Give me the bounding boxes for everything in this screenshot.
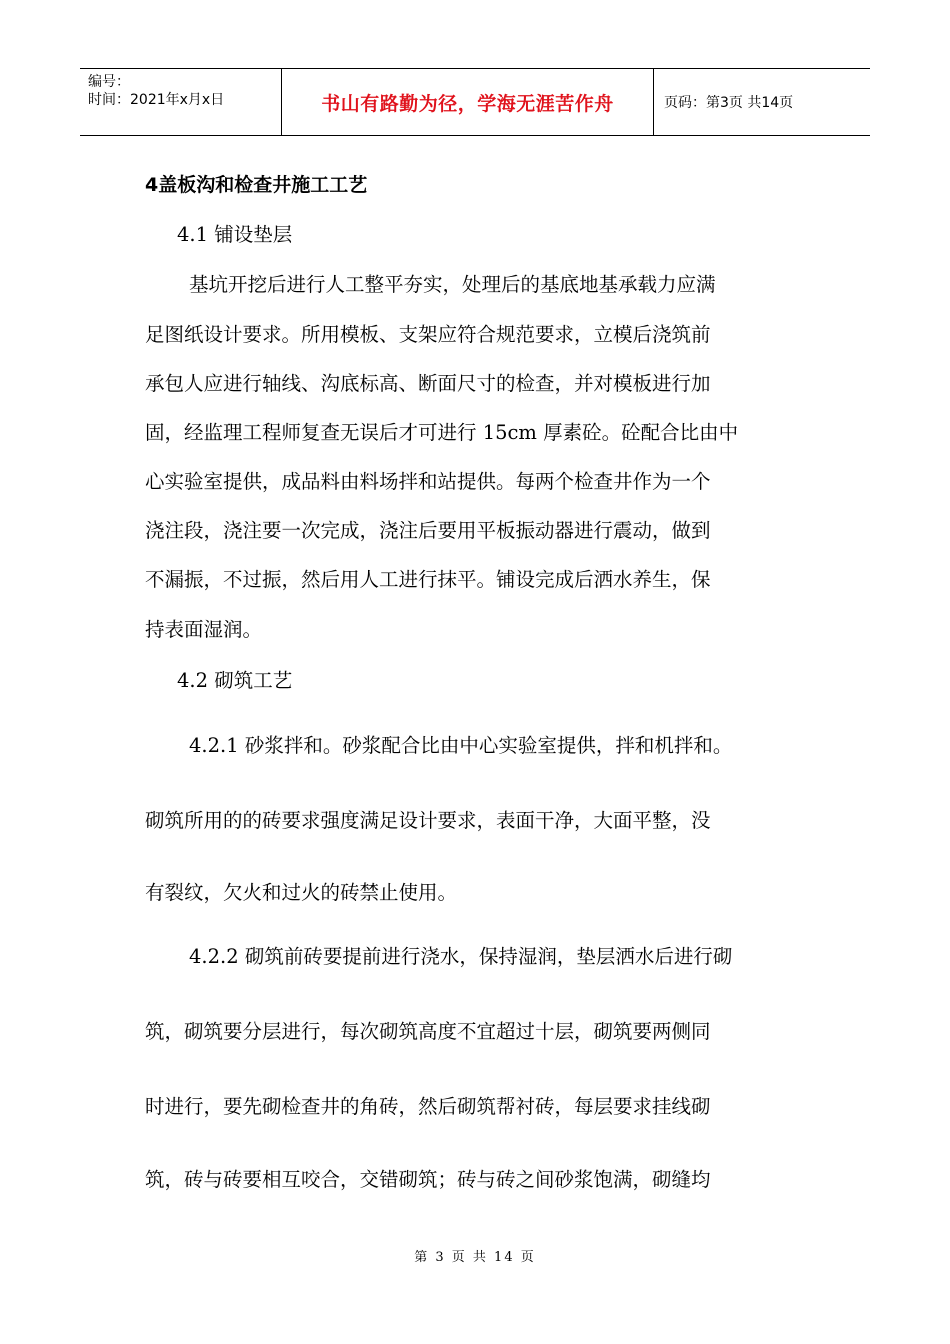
paragraph-line: 筑，砖与砖要相互咬合，交错砌筑；砖与砖之间砂浆饱满，砌缝均	[145, 1168, 711, 1191]
motto-text: 书山有路勤为径，学海无涯苦作舟	[321, 92, 614, 115]
paragraph-line: 4.2.2 砌筑前砖要提前进行浇水，保持湿润，垫层洒水后进行砌	[189, 945, 733, 968]
header-motto-cell	[282, 69, 654, 135]
paragraph-line: 浇注段，浇注要一次完成，浇注后要用平板振动器进行震动，做到	[145, 519, 711, 542]
number-label: 编号：	[88, 74, 130, 90]
paragraph-line: 心实验室提供，成品料由料场拌和站提供。每两个检查井作为一个	[145, 470, 711, 493]
subsection-heading: 4.1 铺设垫层	[177, 223, 293, 246]
section-heading: 4盖板沟和检查井施工工艺	[145, 174, 368, 196]
paragraph-line: 固，经监理工程师复查无误后才可进行 15cm 厚素砼。砼配合比由中	[145, 421, 739, 444]
paragraph-line: 时进行，要先砌检查井的角砖，然后砌筑帮衬砖，每层要求挂线砌	[145, 1095, 711, 1118]
paragraph-line: 不漏振，不过振，然后用人工进行抹平。铺设完成后洒水养生，保	[145, 568, 711, 591]
page-footer: 第 3 页 共 14 页	[414, 1250, 536, 1265]
paragraph-line: 承包人应进行轴线、沟底标高、断面尺寸的检查，并对模板进行加	[145, 372, 711, 395]
time-label: 时间：2021年x月x日	[88, 92, 225, 108]
header-info-cell	[80, 69, 282, 135]
subsection-heading: 4.2 砌筑工艺	[177, 669, 293, 692]
paragraph-line: 砌筑所用的的砖要求强度满足设计要求，表面干净，大面平整，没	[145, 809, 711, 832]
header-table	[80, 68, 870, 136]
paragraph-line: 筑，砌筑要分层进行，每次砌筑高度不宜超过十层，砌筑要两侧同	[145, 1020, 711, 1043]
paragraph-line: 持表面湿润。	[145, 618, 263, 641]
paragraph-line: 基坑开挖后进行人工整平夯实，处理后的基底地基承载力应满	[189, 273, 716, 296]
header-page-cell	[654, 69, 870, 135]
paragraph-line: 4.2.1 砂浆拌和。砂浆配合比由中心实验室提供，拌和机拌和。	[189, 734, 733, 757]
paragraph-line: 足图纸设计要求。所用模板、支架应符合规范要求，立模后浇筑前	[145, 323, 711, 346]
paragraph-line: 有裂纹，欠火和过火的砖禁止使用。	[145, 881, 458, 904]
page-label: 页码：第3页 共14页	[664, 95, 794, 111]
